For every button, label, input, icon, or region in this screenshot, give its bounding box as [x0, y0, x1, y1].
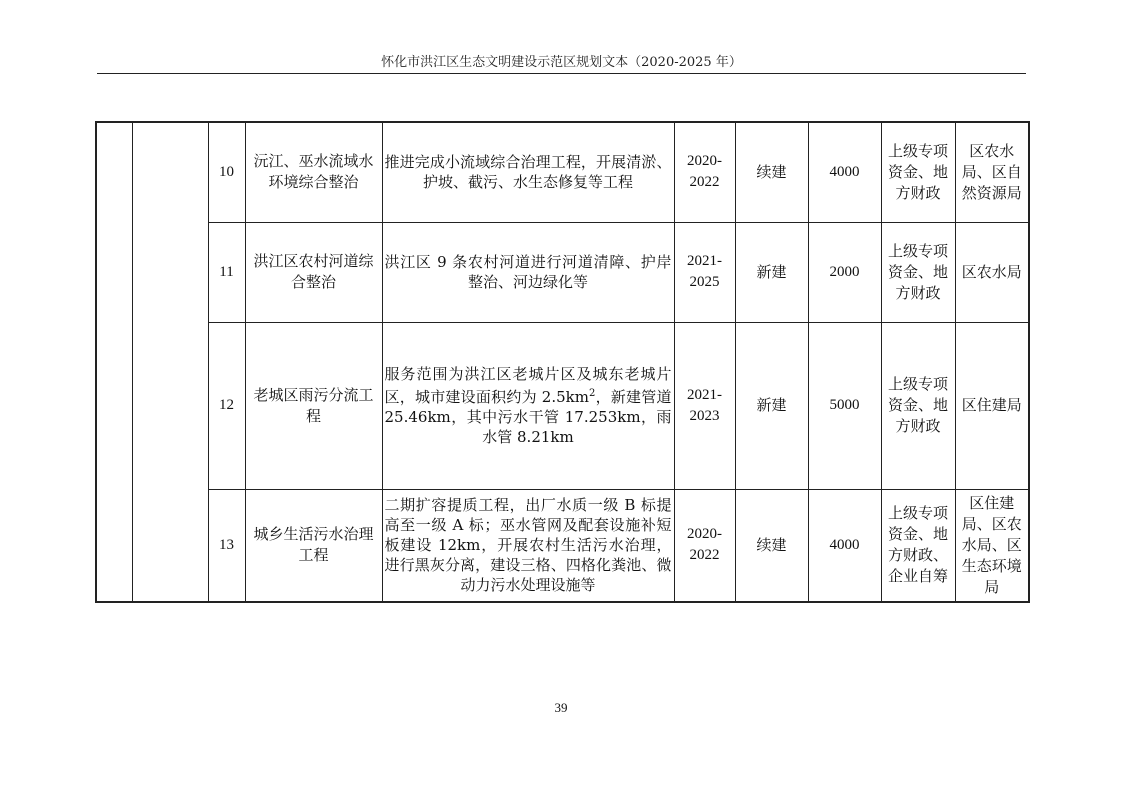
project-period: 2020-2022 — [674, 489, 735, 602]
project-investment: 5000 — [808, 322, 881, 489]
responsible-department: 区农水局、区自然资源局 — [955, 122, 1029, 222]
funding-source: 上级专项资金、地方财政 — [881, 322, 955, 489]
project-type: 续建 — [735, 122, 808, 222]
project-type: 续建 — [735, 489, 808, 602]
project-name: 城乡生活污水治理工程 — [245, 489, 382, 602]
header-rule — [97, 73, 1026, 74]
project-name: 老城区雨污分流工程 — [245, 322, 382, 489]
content-text-a: 服务范围为洪江区老城片区及城东老城片区，城市建设面积约为 2.5km — [384, 365, 672, 406]
table-row — [96, 222, 1029, 322]
project-type: 新建 — [735, 322, 808, 489]
row-number: 13 — [208, 489, 245, 602]
project-name: 洪江区农村河道综合整治 — [245, 222, 382, 322]
project-investment: 2000 — [808, 222, 881, 322]
project-period: 2021-2025 — [674, 222, 735, 322]
project-type: 新建 — [735, 222, 808, 322]
project-content: 洪江区 9 条农村河道进行河道清障、护岸整治、河边绿化等 — [382, 222, 674, 322]
funding-source: 上级专项资金、地方财政、企业自筹 — [881, 489, 955, 602]
project-investment: 4000 — [808, 489, 881, 602]
responsible-department: 区农水局 — [955, 222, 1029, 322]
funding-source: 上级专项资金、地方财政 — [881, 122, 955, 222]
page-header: 怀化市洪江区生态文明建设示范区规划文本（2020-2025 年） — [381, 55, 742, 70]
category-cell — [96, 122, 132, 602]
funding-source: 上级专项资金、地方财政 — [881, 222, 955, 322]
subcategory-cell — [132, 122, 208, 602]
table-row — [96, 489, 1029, 602]
project-name: 沅江、巫水流域水环境综合整治 — [245, 122, 382, 222]
row-number: 12 — [208, 322, 245, 489]
project-investment: 4000 — [808, 122, 881, 222]
project-period: 2021-2023 — [674, 322, 735, 489]
row-number: 11 — [208, 222, 245, 322]
project-period: 2020-2022 — [674, 122, 735, 222]
project-content: 推进完成小流域综合治理工程，开展清淤、护坡、截污、水生态修复等工程 — [382, 122, 674, 222]
table-row — [96, 122, 1029, 222]
project-content: 二期扩容提质工程，出厂水质一级 B 标提高至一级 A 标；巫水管网及配套设施补短板建设 12km，开展农村生活污水治理，进行黑灰分离，建设三格、四格化粪池、微动力污水处理设施等 — [382, 489, 674, 602]
table-row — [96, 322, 1029, 489]
project-content — [382, 322, 674, 489]
responsible-department: 区住建局 — [955, 322, 1029, 489]
row-number: 10 — [208, 122, 245, 222]
page-number: 39 — [554, 700, 568, 715]
project-table — [95, 121, 1030, 603]
superscript: 2 — [588, 388, 596, 399]
responsible-department: 区住建局、区农水局、区生态环境局 — [955, 489, 1029, 602]
content-text-b: ，新建管道 25.46km，其中污水干管 17.253km，雨水管 8.21km — [384, 388, 672, 446]
